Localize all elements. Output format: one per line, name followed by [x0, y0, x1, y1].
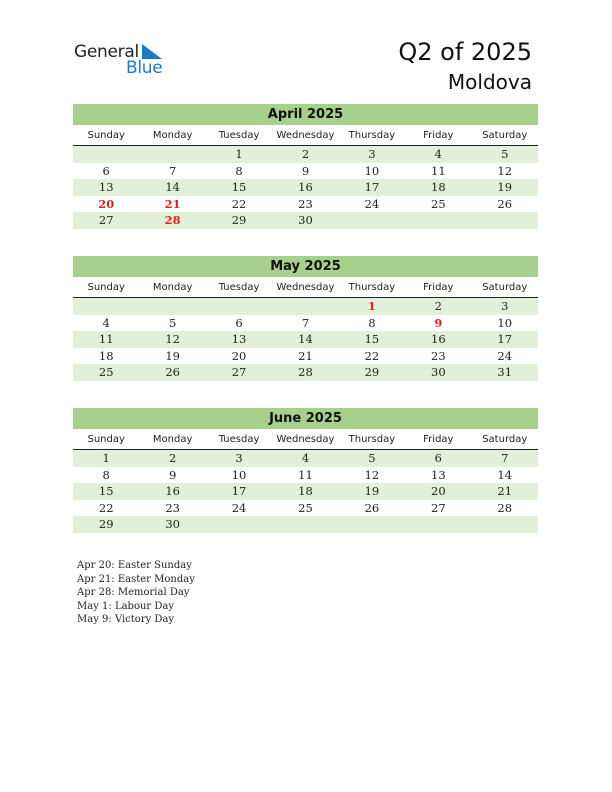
day-cell: 27: [98, 213, 114, 227]
empty-day-cell: [73, 146, 139, 163]
day-cell: 5: [168, 315, 177, 330]
day-cell: 24: [364, 196, 380, 211]
logo: [74, 42, 174, 78]
day-cell: 1: [102, 451, 110, 465]
day-cell: 11: [98, 332, 114, 346]
week-row: [73, 483, 538, 500]
day-cell: 5: [368, 451, 376, 465]
week-row: [73, 331, 538, 348]
day-cell: 4: [301, 451, 310, 465]
weekday-label: Monday: [152, 434, 193, 445]
day-cell: 23: [298, 196, 313, 211]
day-cell: 12: [364, 467, 380, 482]
empty-day-cell: [405, 212, 471, 229]
day-cell: 30: [298, 213, 313, 227]
logo-word-general: General: [74, 42, 139, 62]
weekday-header-row: [73, 432, 538, 450]
day-cell: 6: [235, 315, 243, 330]
day-cell: 3: [368, 147, 376, 161]
day-cell: 13: [98, 180, 114, 194]
holiday-day-cell: 28: [164, 213, 181, 227]
holiday-notes: [77, 559, 195, 627]
day-cell: 7: [501, 451, 509, 465]
day-cell: 8: [368, 315, 376, 330]
day-cell: 1: [235, 147, 243, 161]
empty-day-cell: [139, 298, 205, 315]
empty-day-cell: [339, 212, 405, 229]
day-cell: 20: [231, 348, 247, 363]
day-cell: 16: [165, 484, 180, 498]
holiday-day-cell: 21: [164, 196, 181, 211]
day-cell: 19: [497, 180, 513, 194]
day-cell: 25: [298, 500, 313, 515]
holiday-day-cell: 9: [434, 315, 443, 330]
day-cell: 12: [497, 163, 513, 178]
week-row: [73, 450, 538, 467]
day-cell: 14: [165, 180, 180, 194]
weekday-label: Friday: [423, 434, 454, 445]
weekday-label: Friday: [423, 282, 454, 293]
week-row: [73, 467, 538, 484]
empty-day-cell: [272, 298, 338, 315]
weekday-label: Sunday: [87, 434, 125, 445]
day-cell: 26: [165, 365, 180, 379]
day-cell: 28: [298, 365, 313, 379]
day-cell: 22: [364, 348, 380, 363]
day-cell: 15: [364, 332, 380, 346]
day-cell: 2: [301, 147, 310, 161]
weekday-label: Wednesday: [276, 130, 335, 141]
day-cell: 18: [98, 348, 114, 363]
day-cell: 13: [231, 332, 247, 346]
logo-word-blue: Blue: [126, 58, 163, 78]
week-row: [73, 163, 538, 180]
empty-day-cell: [339, 516, 405, 533]
day-cell: 25: [98, 365, 114, 379]
day-cell: 8: [235, 163, 243, 178]
day-cell: 30: [431, 365, 446, 379]
weekday-label: Thursday: [348, 434, 396, 445]
day-cell: 4: [434, 147, 442, 161]
day-cell: 23: [431, 348, 446, 363]
week-row: [73, 298, 538, 315]
day-cell: 17: [364, 180, 380, 194]
day-cell: 19: [364, 484, 380, 498]
day-cell: 2: [434, 299, 442, 313]
empty-day-cell: [206, 298, 272, 315]
day-cell: 14: [497, 467, 513, 482]
day-cell: 3: [235, 451, 243, 465]
day-cell: 10: [231, 467, 247, 482]
weekday-header-row: [73, 280, 538, 298]
day-cell: 21: [497, 484, 513, 498]
day-cell: 20: [431, 484, 446, 498]
holiday-note: Apr 20: Easter Sunday: [77, 560, 192, 571]
weekday-label: Thursday: [348, 130, 396, 141]
day-cell: 31: [497, 365, 513, 379]
day-cell: 12: [165, 332, 180, 346]
day-cell: 18: [298, 484, 313, 498]
weekday-label: Sunday: [87, 282, 125, 293]
empty-day-cell: [73, 298, 139, 315]
day-cell: 11: [298, 467, 313, 482]
month-calendar-may: [73, 256, 538, 381]
day-cell: 24: [497, 348, 513, 363]
weekday-label: Wednesday: [276, 282, 335, 293]
day-cell: 22: [231, 196, 247, 211]
day-cell: 14: [298, 332, 313, 346]
holiday-note: Apr 21: Easter Monday: [77, 573, 195, 585]
week-row: [73, 516, 538, 533]
month-title: April 2025: [73, 104, 538, 125]
week-row: [73, 146, 538, 163]
day-cell: 29: [364, 365, 380, 379]
weekday-label: Thursday: [348, 282, 396, 293]
week-row: [73, 500, 538, 517]
day-cell: 4: [102, 315, 110, 330]
day-cell: 26: [364, 500, 380, 515]
day-cell: 7: [301, 315, 310, 330]
day-cell: 3: [501, 299, 509, 313]
holiday-day-cell: 1: [367, 299, 376, 313]
month-calendar-april: [73, 104, 538, 229]
day-cell: 16: [298, 180, 313, 194]
day-cell: 2: [168, 451, 177, 465]
holiday-day-cell: 20: [98, 196, 115, 211]
day-cell: 24: [231, 500, 247, 515]
empty-day-cell: [139, 146, 205, 163]
day-cell: 5: [501, 147, 509, 161]
day-cell: 21: [298, 348, 313, 363]
weekday-label: Monday: [152, 130, 193, 141]
weekday-label: Saturday: [482, 434, 528, 445]
day-cell: 29: [231, 213, 247, 227]
day-cell: 9: [168, 467, 177, 482]
weekday-label: Tuesday: [218, 130, 260, 141]
month-title: June 2025: [73, 408, 538, 429]
weekday-label: Saturday: [482, 282, 528, 293]
day-cell: 15: [231, 180, 247, 194]
day-cell: 29: [98, 517, 114, 531]
empty-day-cell: [405, 516, 471, 533]
day-cell: 18: [431, 180, 446, 194]
weekday-label: Saturday: [482, 130, 528, 141]
day-cell: 15: [98, 484, 114, 498]
weekday-label: Sunday: [87, 130, 125, 141]
weekday-header-row: [73, 128, 538, 146]
page-title: Q2 of 2025: [398, 38, 532, 66]
day-cell: 7: [168, 163, 177, 178]
day-cell: 16: [431, 332, 446, 346]
day-cell: 25: [431, 196, 446, 211]
holiday-note: May 1: Labour Day: [77, 600, 174, 612]
day-cell: 8: [102, 467, 110, 482]
day-cell: 23: [165, 500, 180, 515]
week-row: [73, 315, 538, 332]
weekday-label: Tuesday: [218, 434, 260, 445]
month-title: May 2025: [73, 256, 538, 277]
day-cell: 9: [301, 163, 310, 178]
week-row: [73, 196, 538, 213]
day-cell: 22: [98, 500, 114, 515]
holiday-note: Apr 28: Memorial Day: [77, 587, 190, 599]
month-calendar-june: [73, 408, 538, 533]
day-cell: 30: [165, 517, 180, 531]
holiday-note: May 9: Victory Day: [77, 614, 175, 626]
country-name: Moldova: [447, 70, 532, 94]
day-cell: 28: [497, 500, 513, 515]
empty-day-cell: [472, 516, 538, 533]
empty-day-cell: [272, 516, 338, 533]
day-cell: 19: [165, 348, 180, 363]
weekday-label: Monday: [152, 282, 193, 293]
day-cell: 6: [434, 451, 442, 465]
empty-day-cell: [206, 516, 272, 533]
day-cell: 11: [431, 163, 446, 178]
day-cell: 17: [231, 484, 247, 498]
day-cell: 10: [497, 315, 513, 330]
empty-day-cell: [472, 212, 538, 229]
week-row: [73, 179, 538, 196]
week-row: [73, 212, 538, 229]
day-cell: 26: [497, 196, 513, 211]
day-cell: 17: [497, 332, 513, 346]
day-cell: 27: [431, 500, 446, 515]
day-cell: 10: [364, 163, 380, 178]
day-cell: 13: [431, 467, 446, 482]
weekday-label: Tuesday: [218, 282, 260, 293]
weekday-label: Wednesday: [276, 434, 335, 445]
weekday-label: Friday: [423, 130, 454, 141]
week-row: [73, 364, 538, 381]
day-cell: 27: [231, 365, 247, 379]
week-row: [73, 348, 538, 365]
day-cell: 6: [102, 163, 110, 178]
